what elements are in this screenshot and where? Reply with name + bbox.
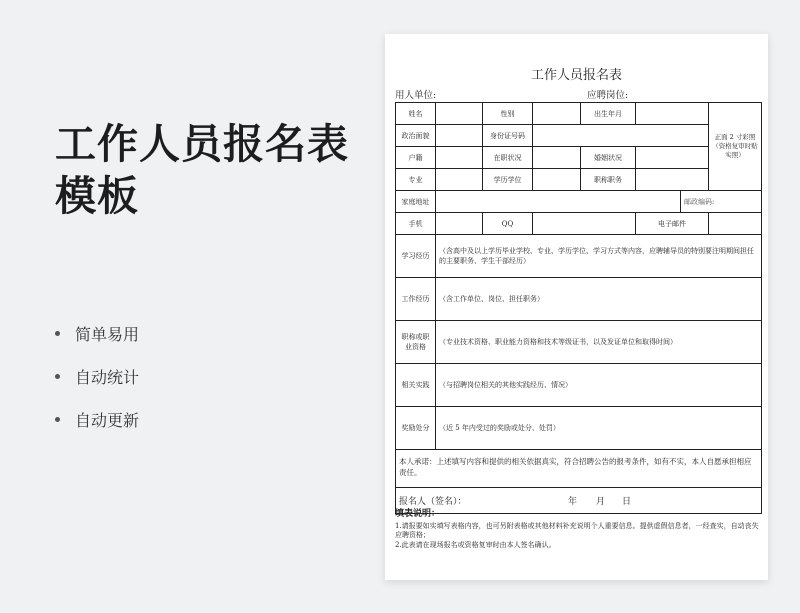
cell-hukou-value[interactable]	[436, 147, 483, 169]
feature-item	[55, 312, 139, 355]
employer-label: 用人单位:	[395, 90, 437, 101]
cell-birth-value[interactable]	[636, 103, 709, 125]
cell-email-value[interactable]	[709, 213, 762, 235]
cell-address-label: 家庭地址	[396, 191, 436, 213]
cell-hukou-label: 户籍	[396, 147, 436, 169]
feature-list	[55, 312, 139, 441]
feature-item	[55, 398, 139, 441]
bullet-dot	[55, 417, 60, 422]
cell-mobile-label: 手机	[396, 213, 436, 235]
cell-name-label: 姓名	[396, 103, 436, 125]
cell-job-status-value[interactable]	[533, 147, 581, 169]
form-title: 工作人员报名表	[530, 68, 622, 83]
cell-birth-label: 出生年月	[581, 103, 636, 125]
feature-label: 自动统计	[75, 368, 140, 387]
fill-item-2: 2.此表请在现场报名或资格复审时由本人签名确认。	[395, 540, 556, 549]
position-label: 应聘岗位:	[587, 90, 629, 101]
cell-name-value[interactable]	[436, 103, 483, 125]
signer-label: 报名人（签名）：	[399, 497, 467, 507]
cell-study-note[interactable]: （含高中及以上学历毕业学校、专业、学历学位、学习方式等内容，应聘辅导员的特别要注明期间担任的主要职务、学生干部经历）	[436, 235, 762, 278]
cell-politics-label: 政治面貌	[396, 125, 436, 147]
cell-gender-label: 性别	[483, 103, 533, 125]
cell-award-note[interactable]: （近 5 年内受过的奖励或处分、处罚）	[436, 407, 762, 450]
cell-practice-note[interactable]: （与招聘岗位相关的其他实践经历、情况）	[436, 364, 762, 407]
fill-instructions	[395, 510, 761, 550]
cell-id-value[interactable]	[533, 125, 709, 147]
cell-practice-label: 相关实践	[396, 364, 436, 407]
cell-study-label: 学习经历	[396, 235, 436, 278]
month-label: 月	[596, 497, 606, 507]
cell-marital-value[interactable]	[636, 147, 709, 169]
cell-major-value[interactable]	[436, 169, 483, 191]
cell-postcode-label: 邮政编码:	[681, 191, 762, 213]
cell-marital-label: 婚姻状况	[581, 147, 636, 169]
cell-address-value[interactable]	[436, 191, 681, 213]
day-label: 日	[622, 497, 632, 507]
headline: 工作人员报名表模板	[55, 120, 349, 220]
cell-award-label: 奖励处分	[396, 407, 436, 450]
registration-table	[395, 102, 762, 514]
bullet-dot	[55, 331, 60, 336]
cell-degree-label: 学历学位	[483, 169, 533, 191]
cell-qq-label: QQ	[483, 213, 533, 235]
cell-title-value[interactable]	[636, 169, 709, 191]
cell-qual-note[interactable]: （专业技术资格、职业能力资格和技术等级证书，以及发证单位和取得时间）	[436, 321, 762, 364]
cell-politics-value[interactable]	[436, 125, 483, 147]
fill-title: 填表说明：	[395, 509, 441, 519]
feature-label: 自动更新	[75, 411, 140, 430]
cell-qq-value[interactable]	[533, 213, 636, 235]
photo-box: 正面 2 寸彩照（资格复审时贴实照）	[709, 103, 762, 191]
unit-row	[395, 87, 758, 101]
cell-id-label: 身份证号码	[483, 125, 533, 147]
feature-label: 简单易用	[75, 325, 140, 344]
pledge-text: 本人承诺：上述填写内容和提供的相关依据真实，符合招聘公告的报考条件，如有不实，本人自愿承担相应责任。	[396, 450, 762, 488]
cell-qual-label: 职称或职业资格	[396, 321, 436, 364]
cell-degree-value[interactable]	[533, 169, 581, 191]
bullet-dot	[55, 374, 60, 379]
cell-work-label: 工作经历	[396, 278, 436, 321]
cell-work-note[interactable]: （含工作单位、岗位、担任职务）	[436, 278, 762, 321]
year-label: 年	[568, 497, 578, 507]
cell-email-label: 电子邮件	[636, 213, 709, 235]
cell-mobile-value[interactable]	[436, 213, 483, 235]
left-panel	[55, 118, 365, 222]
cell-gender-value[interactable]	[533, 103, 581, 125]
form-preview	[385, 34, 768, 580]
cell-major-label: 专业	[396, 169, 436, 191]
fill-item-1: 1.请报要如实填写表格内容，也可另附表格或其他材料补充说明个人重要信息。提供虚假信息者，一经查实，自动丧失应聘资格；	[395, 521, 759, 539]
cell-job-status-label: 在职状况	[483, 147, 533, 169]
feature-item	[55, 355, 139, 398]
cell-title-label: 职称职务	[581, 169, 636, 191]
